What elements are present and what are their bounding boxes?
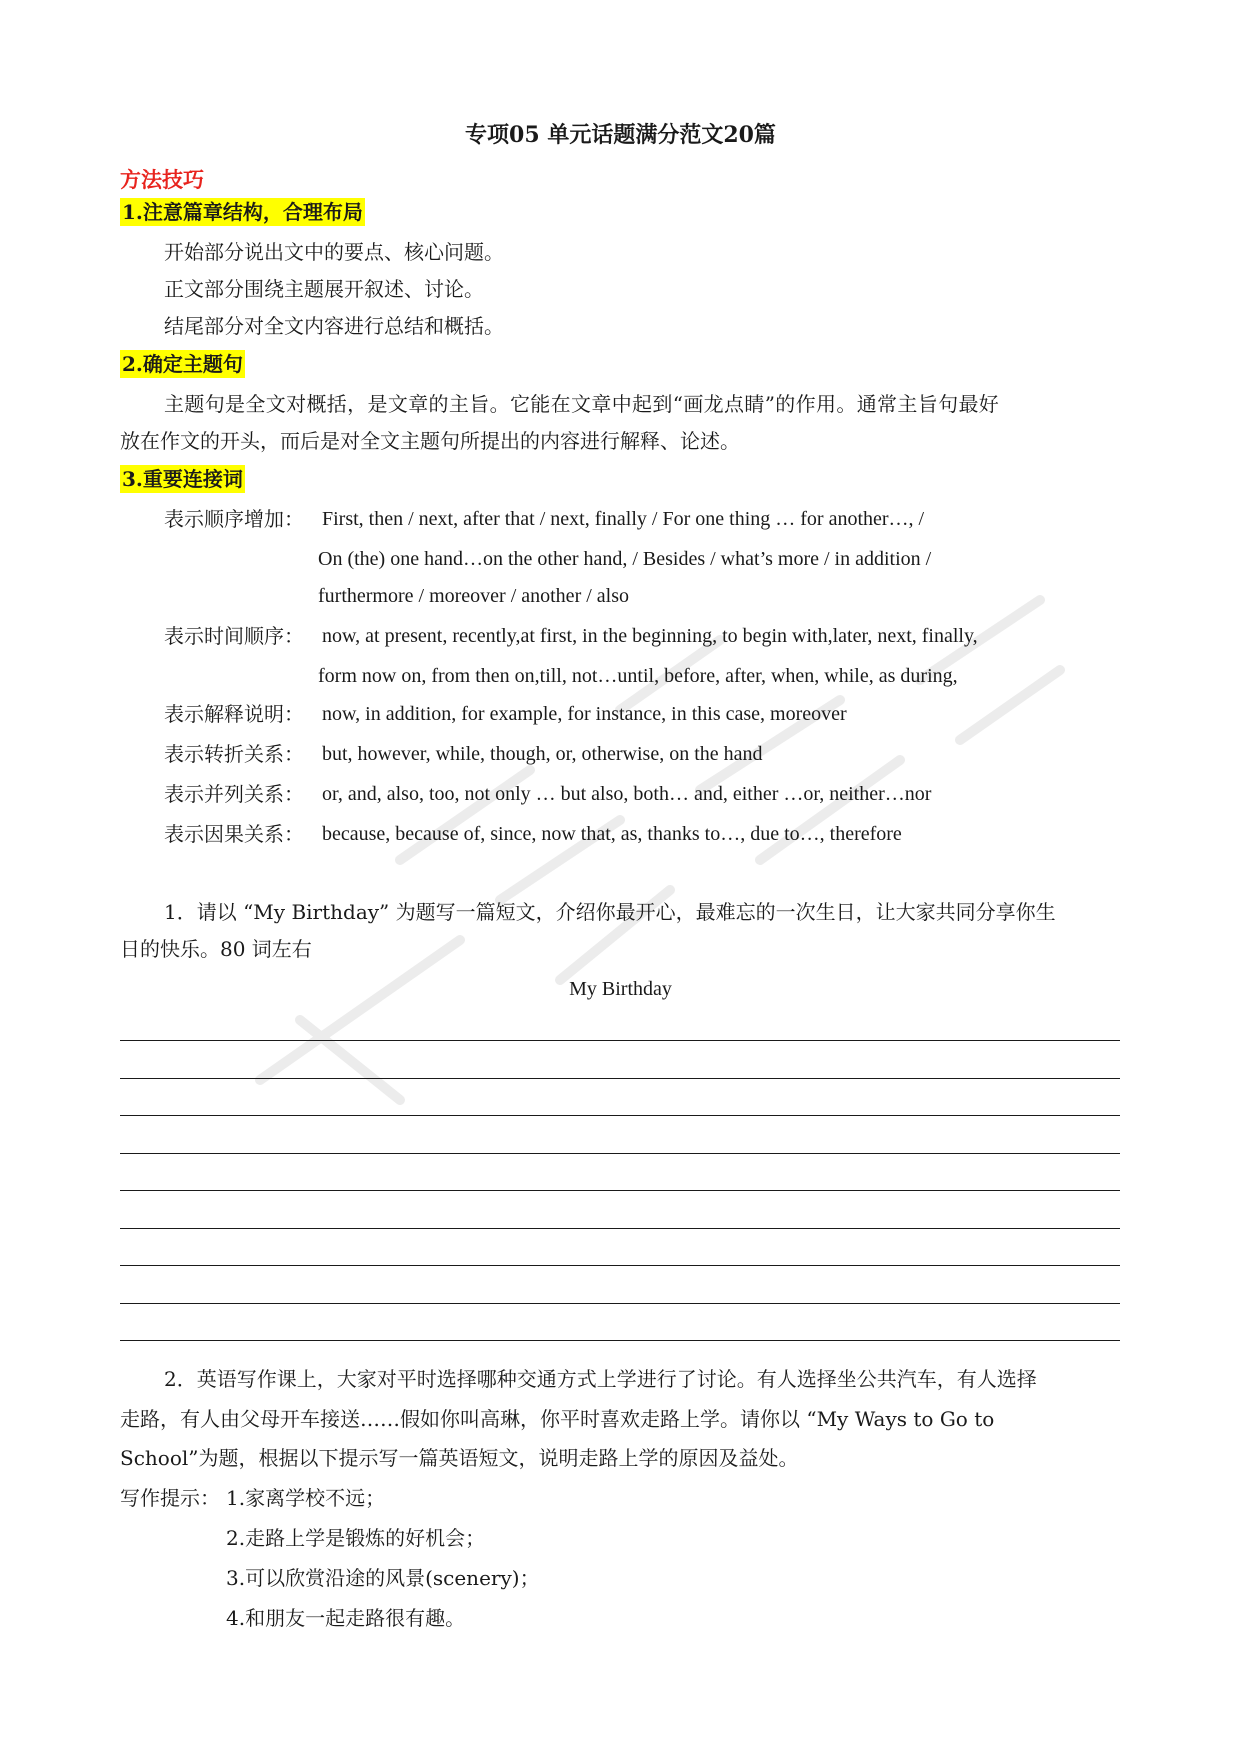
connective-words: now, in addition, for example, for instance, in this case, moreover [322, 703, 847, 725]
connective-label: 表示因果关系： [164, 822, 304, 846]
task2-prompt: 2．英语写作课上，大家对平时选择哪种交通方式上学进行了讨论。有人选择坐公共汽车，有人选择 [164, 1367, 1037, 1391]
connective-words: First, then / next, after that / next, finally / For one thing … for another…, / [322, 508, 925, 530]
connective-words: On (the) one hand…on the other hand, / Besides / what’s more / in addition / [318, 548, 932, 570]
connective-label: 表示时间顺序： [164, 624, 304, 648]
hint-item: 1.家离学校不远； [226, 1486, 386, 1510]
essay-title: My Birthday [569, 978, 672, 1000]
answer-line[interactable] [120, 1228, 1120, 1229]
answer-line[interactable] [120, 1115, 1120, 1116]
task1-prompt: 1．请以 “My Birthday” 为题写一篇短文，介绍你最开心，最难忘的一次生日，让大家共同分享你生 [164, 900, 1056, 924]
hint-item: 3.可以欣赏沿途的风景(scenery)； [226, 1566, 540, 1590]
answer-line[interactable] [120, 1040, 1120, 1041]
task2-prompt: 走路，有人由父母开车接送……假如你叫高琳，你平时喜欢走路上学。请你以 “My Ways to Go to [120, 1407, 995, 1431]
answer-line[interactable] [120, 1340, 1120, 1341]
task1-prompt: 日的快乐。80 词左右 [120, 937, 312, 961]
connective-words: form now on, from then on,till, not…until, before, after, when, while, as during, [318, 665, 958, 687]
tip-heading: 1.注意篇章结构，合理布局 [122, 200, 363, 224]
connective-words: because, because of, since, now that, as, thanks to…, due to…, therefore [322, 823, 902, 845]
connective-label: 表示顺序增加： [164, 507, 304, 531]
answer-line[interactable] [120, 1303, 1120, 1304]
tip-line: 主题句是全文对概括，是文章的主旨。它能在文章中起到“画龙点睛”的作用。通常主旨句最好 [164, 392, 1000, 416]
connective-label: 表示转折关系： [164, 742, 304, 766]
hint-label: 写作提示： [120, 1486, 220, 1510]
connective-label: 表示并列关系： [164, 782, 304, 806]
answer-line[interactable] [120, 1265, 1120, 1266]
task2-prompt: School”为题，根据以下提示写一篇英语短文，说明走路上学的原因及益处。 [120, 1446, 799, 1470]
connective-words: furthermore / moreover / another / also [318, 585, 629, 607]
answer-line[interactable] [120, 1078, 1120, 1079]
answer-line[interactable] [120, 1153, 1120, 1154]
section-heading: 方法技巧 [120, 167, 204, 192]
tip-heading: 2.确定主题句 [122, 352, 243, 376]
page-title: 专项05 单元话题满分范文20篇 [465, 122, 776, 148]
hint-item: 4.和朋友一起走路很有趣。 [226, 1606, 466, 1630]
tip-line: 正文部分围绕主题展开叙述、讨论。 [164, 277, 484, 301]
tip-heading: 3.重要连接词 [122, 467, 243, 491]
connective-label: 表示解释说明： [164, 702, 304, 726]
tip-line: 结尾部分对全文内容进行总结和概括。 [164, 314, 504, 338]
tip-line: 开始部分说出文中的要点、核心问题。 [164, 240, 504, 264]
tip-line: 放在作文的开头，而后是对全文主题句所提出的内容进行解释、论述。 [120, 429, 740, 453]
connective-words: or, and, also, too, not only … but also, both… and, either …or, neither…nor [322, 783, 932, 805]
hint-item: 2.走路上学是锻炼的好机会； [226, 1526, 486, 1550]
connective-words: but, however, while, though, or, otherwise, on the hand [322, 743, 763, 765]
connective-words: now, at present, recently,at first, in the beginning, to begin with,later, next, finally, [322, 625, 978, 647]
answer-line[interactable] [120, 1190, 1120, 1191]
